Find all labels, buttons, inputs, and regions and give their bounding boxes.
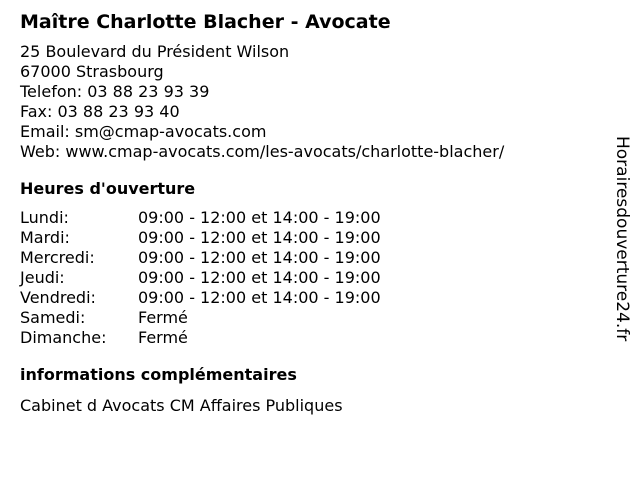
day-label: Vendredi: <box>20 288 96 307</box>
day-times: 09:00 - 12:00 et 14:00 - 19:00 <box>138 288 381 307</box>
business-name: Maître Charlotte Blacher - Avocate <box>20 11 391 33</box>
day-label: Jeudi: <box>20 268 65 287</box>
business-card <box>20 8 600 416</box>
day-times: 09:00 - 12:00 et 14:00 - 19:00 <box>138 248 381 267</box>
phone-number[interactable]: Telefon: 03 88 23 93 39 <box>20 82 210 101</box>
email-address[interactable]: Email: sm@cmap-avocats.com <box>20 122 267 141</box>
hours-heading: Heures d'ouverture <box>20 179 196 198</box>
day-times: 09:00 - 12:00 et 14:00 - 19:00 <box>138 208 381 227</box>
hours-row-thursday <box>20 268 600 288</box>
day-label: Mercredi: <box>20 248 95 267</box>
hours-row-wednesday <box>20 248 600 268</box>
day-label: Mardi: <box>20 228 70 247</box>
day-times: 09:00 - 12:00 et 14:00 - 19:00 <box>138 228 381 247</box>
website-link[interactable]: Web: www.cmap-avocats.com/les-avocats/charlotte-blacher/ <box>20 142 505 161</box>
opening-hours-table <box>20 208 600 348</box>
address-street: 25 Boulevard du Président Wilson <box>20 42 290 61</box>
fax-number: Fax: 03 88 23 93 40 <box>20 102 180 121</box>
hours-row-saturday <box>20 308 600 328</box>
hours-row-friday <box>20 288 600 308</box>
day-times: Fermé <box>138 328 188 347</box>
day-times: 09:00 - 12:00 et 14:00 - 19:00 <box>138 268 381 287</box>
info-heading: informations complémentaires <box>20 365 297 384</box>
day-times: Fermé <box>138 308 188 327</box>
address-city: 67000 Strasbourg <box>20 62 164 81</box>
hours-row-sunday <box>20 328 600 348</box>
hours-row-monday <box>20 208 600 228</box>
site-watermark-link[interactable]: Horairesdouverture24.fr <box>612 136 632 342</box>
day-label: Dimanche: <box>20 328 107 347</box>
day-label: Samedi: <box>20 308 86 327</box>
day-label: Lundi: <box>20 208 69 227</box>
info-text: Cabinet d Avocats CM Affaires Publiques <box>20 396 343 415</box>
hours-row-tuesday <box>20 228 600 248</box>
